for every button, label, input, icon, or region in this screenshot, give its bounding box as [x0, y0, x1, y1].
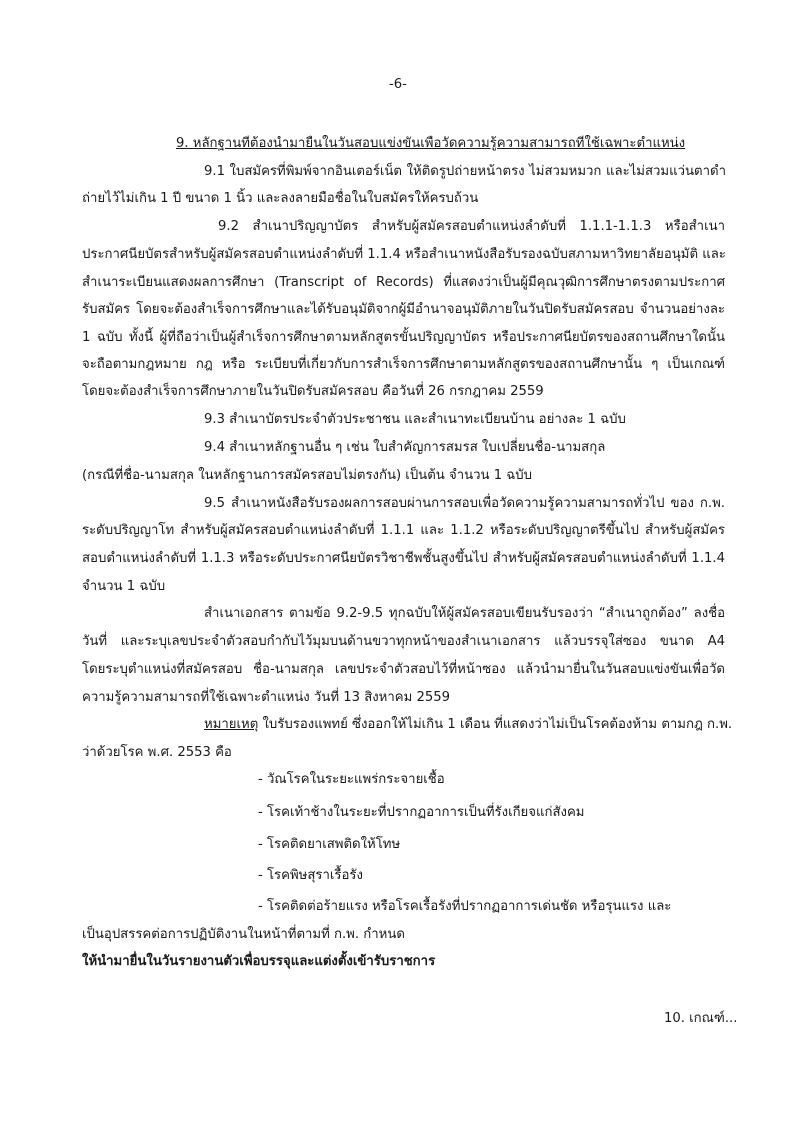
section-heading: 9. หลักฐานที่ต้องนำมายื่นในวันสอบแข่งขันเพื่อวัดความรู้ความสามารถที่ใช้เฉพาะตำแหน่ง: [176, 136, 686, 151]
copies-line4: ความรู้ความสามารถที่ใช้เฉพาะตำแหน่ง วันที่ 13 สิงหาคม 2559: [82, 690, 451, 705]
s95-line4: จำนวน 1 ฉบับ: [82, 579, 166, 594]
s92-line7: โดยจะต้องสำเร็จการศึกษาภายในวันปิดรับสมัครสอบ คือวันที่ 26 กรกฎาคม 2559: [82, 384, 544, 399]
s95-line2: ระดับปริญญาโท สำหรับผู้สมัครสอบตำแหน่งลำดับที่ 1.1.1 และ 1.1.2 หรือระดับปริญญาตรีขึ้นไป สำหรับผู้สมัคร: [82, 523, 725, 538]
disease-item: - โรคพิษสุราเรื้อรัง: [258, 868, 363, 883]
s92-line6: จะถือตามกฎหมาย กฎ หรือ ระเบียบที่เกี่ยวกับการสำเร็จการศึกษาตามหลักสูตรของสถานศึกษานั้น ๆ เป็นเกณฑ์: [82, 357, 725, 372]
note-text: ใบรับรองแพทย์ ซึ่งออกให้ไม่เกิน 1 เดือน ที่แสดงว่าไม่เป็นโรคต้องห้าม ตามกฎ ก.พ.: [258, 717, 733, 732]
disease-continuation: เป็นอุปสรรคต่อการปฏิบัติงานในหน้าที่ตามที่ ก.พ. กำหนด: [82, 927, 405, 942]
s93-line: 9.3 สำเนาบัตรประจำตัวประชาชน และสำเนาทะเบียนบ้าน อย่างละ 1 ฉบับ: [204, 412, 626, 427]
closing-instruction: ให้นำมายื่นในวันรายงานตัวเพื่อบรรจุและแต่งตั้งเข้ารับราชการ: [82, 954, 436, 969]
s92-line4: รับสมัคร โดยจะต้องสำเร็จการศึกษาและได้รับอนุมัติจากผู้มีอำนาจอนุมัติภายในวันปิดรับสมัครสอบ จำนวนอย่างละ: [82, 302, 725, 317]
disease-item: - โรคติดยาเสพติดให้โทษ: [258, 837, 401, 852]
s92-line1: 9.2 สำเนาปริญญาบัตร สำหรับผู้สมัครสอบตำแหน่งลำดับที่ 1.1.1-1.1.3 หรือสำเนา: [218, 219, 725, 234]
s95-line1: 9.5 สำเนาหนังสือรับรองผลการสอบผ่านการสอบเพื่อวัดความรู้ความสามารถทั่วไป ของ ก.พ.: [204, 496, 725, 511]
s92-line3: สำเนาระเบียนแสดงผลการศึกษา (Transcript of Records) ที่แสดงว่าเป็นผู้มีคุณวุฒิการศึกษาตรงตามประกาศ: [82, 275, 725, 290]
s94-line2: (กรณีที่ชื่อ-นามสกุล ในหลักฐานการสมัครสอบไม่ตรงกัน) เป็นต้น จำนวน 1 ฉบับ: [82, 468, 533, 483]
page-number: -6-: [389, 77, 407, 92]
s92-line2: ประกาศนียบัตรสำหรับผู้สมัครสอบตำแหน่งลำดับที่ 1.1.4 หรือสำเนาหนังสือรับรองฉบับสภามหาวิทยาลัยอนุมัติ และ: [82, 247, 726, 262]
s95-line3: สอบตำแหน่งลำดับที่ 1.1.3 หรือระดับประกาศนียบัตรวิชาชีพชั้นสูงขึ้นไป สำหรับผู้สมัครสอบตำแหน่งลำดับที่ 1.1.4: [82, 551, 725, 566]
s94-line1: 9.4 สำเนาหลักฐานอื่น ๆ เช่น ใบสำคัญการสมรส ใบเปลี่ยนชื่อ-นามสกุล: [204, 440, 606, 455]
s91-line2: ถ่ายไว้ไม่เกิน 1 ปี ขนาด 1 นิ้ว และลงลายมือชื่อในใบสมัครให้ครบถ้วน: [82, 191, 479, 206]
copies-line2: วันที่ และระบุเลขประจำตัวสอบกำกับไว้มุมบนด้านขวาทุกหน้าของสำเนาเอกสาร แล้วบรรจุใส่ซอง ขนาด A4: [82, 634, 725, 649]
copies-line1: สำเนาเอกสาร ตามข้อ 9.2-9.5 ทุกฉบับให้ผู้สมัครสอบเขียนรับรองว่า “สำเนาถูกต้อง” ลงชื่อ: [204, 606, 725, 621]
disease-item: - โรคติดต่อร้ายแรง หรือโรคเรื้อรังที่ปรากฏอาการเด่นชัด หรือรุนแรง และ: [258, 899, 672, 914]
disease-item: - โรคเท้าช้างในระยะที่ปรากฏอาการเป็นที่รังเกียจแก่สังคม: [258, 805, 585, 820]
copies-line3: โดยระบุตำแหน่งที่สมัครสอบ ชื่อ-นามสกุล เลขประจำตัวสอบไว้ที่หน้าซอง แล้วนำมายื่นในวันสอบแข่งขันเพื่อวัด: [82, 662, 725, 677]
s91-line1: 9.1 ใบสมัครที่พิมพ์จากอินเตอร์เน็ต ให้ติดรูปถ่ายหน้าตรง ไม่สวมหมวก และไม่สวมแว่นตาดำ: [204, 164, 726, 179]
next-section-marker: 10. เกณฑ์...: [664, 1011, 738, 1026]
s92-line5: 1 ฉบับ ทั้งนี้ ผู้ที่ถือว่าเป็นผู้สำเร็จการศึกษาตามหลักสูตรขั้นปริญญาบัตร หรือประกาศนียบัตรของสถานศึกษาใดนั้น: [82, 330, 725, 345]
note-line2: ว่าด้วยโรค พ.ศ. 2553 คือ: [82, 745, 232, 760]
disease-item: - วัณโรคในระยะแพร่กระจายเชื้อ: [258, 772, 445, 787]
note-line1: [204, 716, 732, 734]
note-label: หมายเหตุ: [204, 717, 259, 732]
